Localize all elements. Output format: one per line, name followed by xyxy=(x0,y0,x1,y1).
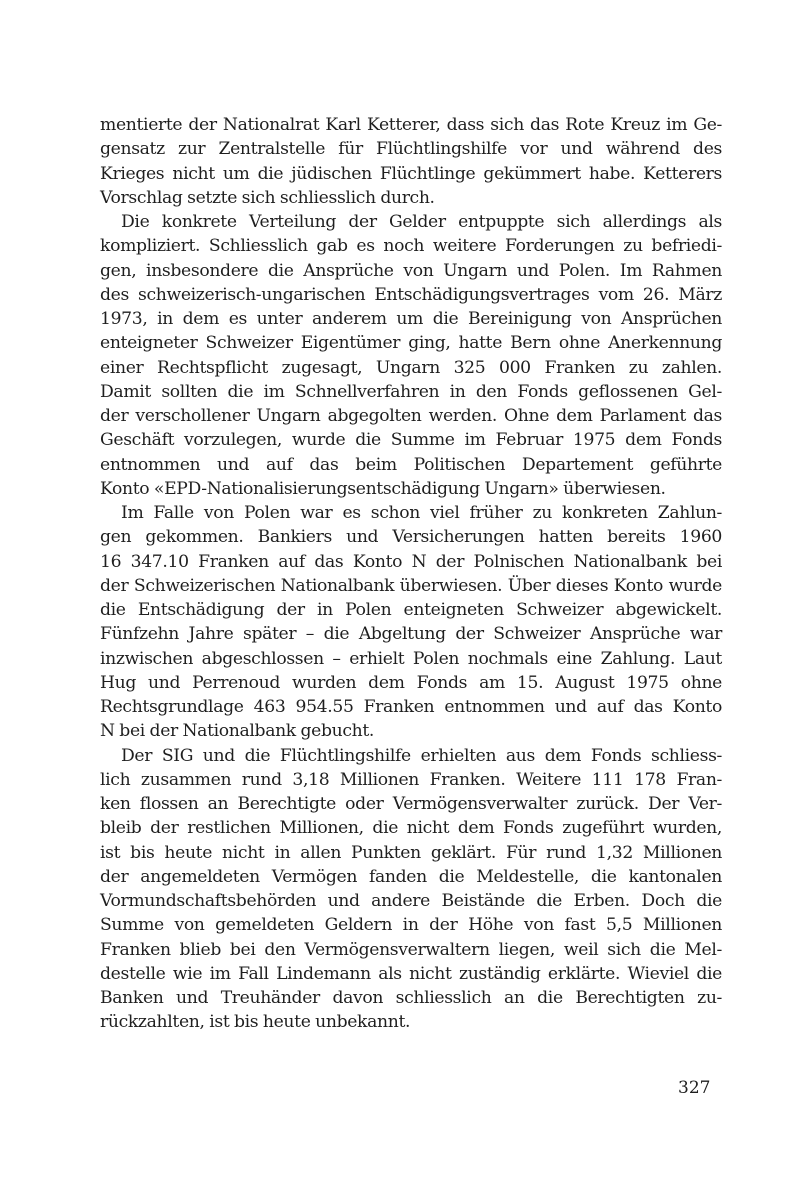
text-line: Hug und Perrenoud wurden dem Fonds am 15. August 1975 ohne xyxy=(100,672,722,693)
text-line: Vorschlag setzte sich schliesslich durch. xyxy=(100,187,435,208)
text-line: der angemeldeten Vermögen fanden die Meldestelle, die kantonalen xyxy=(100,866,722,887)
text-line: ist bis heute nicht in allen Punkten geklärt. Für rund 1,32 Millionen xyxy=(100,842,722,863)
text-line: Damit sollten die im Schnellverfahren in den Fonds geflossenen Gel- xyxy=(100,381,722,402)
text-line: der verschollener Ungarn abgegolten werden. Ohne dem Parlament das xyxy=(100,406,722,426)
text-line: lich zusammen rund 3,18 Millionen Franken. Weitere 111 178 Fran- xyxy=(100,769,722,790)
paragraph-2 xyxy=(100,210,722,501)
paragraph-4 xyxy=(100,744,722,1035)
text-line: kompliziert. Schliesslich gab es noch weitere Forderungen zu befriedi- xyxy=(100,236,722,257)
text-line: 16 347.10 Franken auf das Konto N der Polnischen Nationalbank bei xyxy=(100,551,722,572)
text-line: Krieges nicht um die jüdischen Flüchtlinge gekümmert habe. Ketterers xyxy=(100,163,722,184)
text-line: Franken blieb bei den Vermögensverwaltern liegen, weil sich die Mel- xyxy=(100,939,722,960)
text-line: Vormundschaftsbehörden und andere Beistände die Erben. Doch die xyxy=(100,891,722,911)
text-line: die Entschädigung der in Polen enteigneten Schweizer abgewickelt. xyxy=(100,600,722,620)
text-line: ken flossen an Berechtigte oder Vermögensverwalter zurück. Der Ver- xyxy=(100,794,722,814)
text-line: enteigneter Schweizer Eigentümer ging, hatte Bern ohne Anerkennung xyxy=(100,333,722,354)
text-line: gen, insbesondere die Ansprüche von Ungarn und Polen. Im Rahmen xyxy=(100,260,722,281)
text-line: destelle wie im Fall Lindemann als nicht zuständig erklärte. Wieviel die xyxy=(100,963,722,984)
text-line: Rechtsgrundlage 463 954.55 Franken entnommen und auf das Konto xyxy=(100,697,722,717)
text-line: Summe von gemeldeten Geldern in der Höhe von fast 5,5 Millionen xyxy=(100,915,722,936)
text-line: gen gekommen. Bankiers und Versicherungen hatten bereits 1960 xyxy=(100,527,722,548)
text-line: Im Falle von Polen war es schon viel früher zu konkreten Zahlun- xyxy=(121,503,722,523)
text-line: Der SIG und die Flüchtlingshilfe erhielten aus dem Fonds schliess- xyxy=(121,745,722,766)
text-line: Geschäft vorzulegen, wurde die Summe im Februar 1975 dem Fonds xyxy=(100,430,722,451)
paragraph-3 xyxy=(100,501,722,744)
paragraph-1 xyxy=(100,113,722,210)
text-line: gensatz zur Zentralstelle für Flüchtlingshilfe vor und während des xyxy=(100,139,722,160)
text-line: Die konkrete Verteilung der Gelder entpuppte sich allerdings als xyxy=(121,212,722,232)
text-line: 1973, in dem es unter anderem um die Bereinigung von Ansprüchen xyxy=(100,309,722,329)
text-line: inzwischen abgeschlossen – erhielt Polen nochmals eine Zahlung. Laut xyxy=(100,648,722,669)
text-line: einer Rechtspflicht zugesagt, Ungarn 325 000 Franken zu zahlen. xyxy=(100,357,722,378)
text-line: Banken und Treuhänder davon schliesslich an die Berechtigten zu- xyxy=(100,988,722,1008)
text-line: der Schweizerischen Nationalbank überwiesen. Über dieses Konto wurde xyxy=(100,575,722,596)
book-page-body xyxy=(100,113,722,1035)
page-number: 327 xyxy=(678,1078,711,1098)
text-line: Konto «EPD-Nationalisierungsentschädigung Ungarn» überwiesen. xyxy=(100,478,666,499)
text-line: Fünfzehn Jahre später – die Abgeltung der Schweizer Ansprüche war xyxy=(100,624,722,645)
text-line: rückzahlten, ist bis heute unbekannt. xyxy=(100,1012,411,1033)
text-line: N bei der Nationalbank gebucht. xyxy=(100,721,375,742)
text-line: bleib der restlichen Millionen, die nicht dem Fonds zugeführt wurden, xyxy=(100,818,722,839)
text-line: entnommen und auf das beim Politischen Departement geführte xyxy=(100,454,722,475)
text-line: des schweizerisch-ungarischen Entschädigungsvertrages vom 26. März xyxy=(100,284,722,305)
text-line: mentierte der Nationalrat Karl Ketterer, dass sich das Rote Kreuz im Ge- xyxy=(100,115,722,135)
